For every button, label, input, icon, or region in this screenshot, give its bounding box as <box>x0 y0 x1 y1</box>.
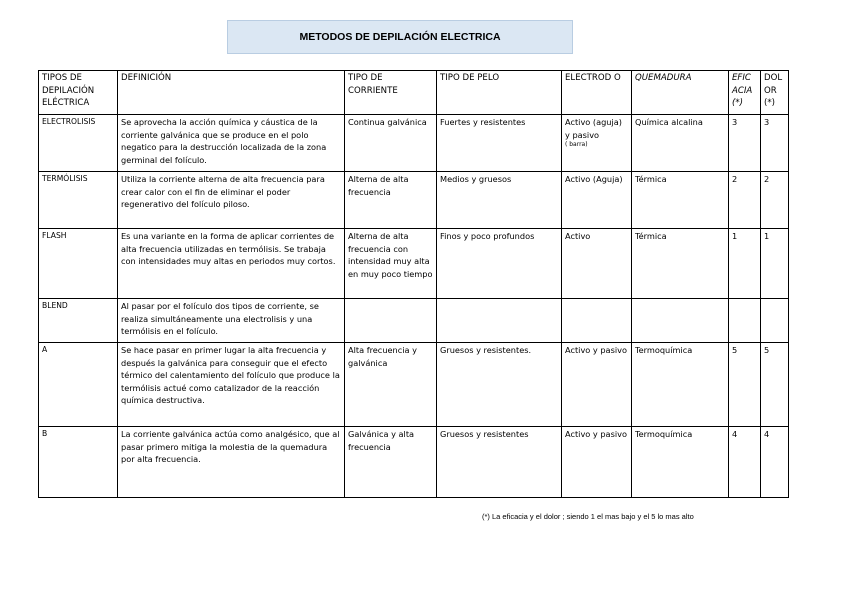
cell-dolor: 5 <box>761 343 789 427</box>
cell-quemadura: Termoquímica <box>632 427 729 498</box>
cell-eficacia: 3 <box>729 115 761 172</box>
cell-electrodo: Activo (Aguja) <box>562 172 632 229</box>
cell-electrodo <box>562 115 632 172</box>
cell-dolor: 3 <box>761 115 789 172</box>
cell-definicion: Utiliza la corriente alterna de alta frecuencia para crear calor con el fin de eliminar el poder regenerativo del folículo piloso. <box>118 172 345 229</box>
cell-quemadura: Química alcalina <box>632 115 729 172</box>
cell-dolor <box>761 299 789 343</box>
electrodo-note: ( barra) <box>565 141 588 149</box>
cell-pelo: Gruesos y resistentes. <box>437 343 562 427</box>
cell-definicion: La corriente galvánica actúa como analgésico, que al pasar primero mitiga la molestia de la quemadura por alta frecuencia. <box>118 427 345 498</box>
cell-tipo: ELECTROLISIS <box>39 115 118 172</box>
header-corriente: TIPO DE CORRIENTE <box>345 71 437 115</box>
depilation-methods-table <box>38 70 789 498</box>
cell-dolor: 2 <box>761 172 789 229</box>
header-electrodo: ELECTROD O <box>562 71 632 115</box>
header-definicion: DEFINICIÓN <box>118 71 345 115</box>
cell-pelo: Finos y poco profundos <box>437 229 562 299</box>
header-eficacia: EFIC ACIA (*) <box>729 71 761 115</box>
cell-pelo: Fuertes y resistentes <box>437 115 562 172</box>
cell-dolor: 1 <box>761 229 789 299</box>
header-pelo: TIPO DE PELO <box>437 71 562 115</box>
table-row <box>39 115 789 172</box>
cell-electrodo: Activo <box>562 229 632 299</box>
cell-corriente: Alterna de alta frecuencia <box>345 172 437 229</box>
document-title <box>227 20 573 54</box>
cell-eficacia: 4 <box>729 427 761 498</box>
header-tipos: TIPOS DE DEPILACIÓN ELÉCTRICA <box>39 71 118 115</box>
header-quemadura: QUEMADURA <box>632 71 729 115</box>
cell-corriente <box>345 299 437 343</box>
footnote: (*) La eficacia y el dolor ; siendo 1 el mas bajo y el 5 lo mas alto <box>482 512 694 521</box>
table-row <box>39 299 789 343</box>
cell-corriente: Alta frecuencia y galvánica <box>345 343 437 427</box>
cell-definicion: Al pasar por el folículo dos tipos de corriente, se realiza simultáneamente una electrolisis y una termólisis en el folículo. <box>118 299 345 343</box>
cell-tipo: TERMÓLISIS <box>39 172 118 229</box>
cell-pelo <box>437 299 562 343</box>
cell-tipo: A <box>39 343 118 427</box>
table-row <box>39 172 789 229</box>
cell-corriente: Alterna de alta frecuencia con intensidad muy alta en muy poco tiempo <box>345 229 437 299</box>
document-title-text: METODOS DE DEPILACIÓN ELECTRICA <box>299 31 501 43</box>
table-row <box>39 229 789 299</box>
header-dolor: DOL OR (*) <box>761 71 789 115</box>
table-row <box>39 343 789 427</box>
cell-eficacia: 1 <box>729 229 761 299</box>
cell-definicion: Se hace pasar en primer lugar la alta frecuencia y después la galvánica para conseguir que el efecto térmico del calentamiento del folículo que produce la termólisis actué como catalizador de la reacción química destructiva. <box>118 343 345 427</box>
cell-tipo: FLASH <box>39 229 118 299</box>
cell-electrodo: Activo y pasivo <box>562 343 632 427</box>
cell-corriente: Galvánica y alta frecuencia <box>345 427 437 498</box>
cell-definicion: Se aprovecha la acción química y cáustica de la corriente galvánica que se produce en el polo negatico para la destrucción localizada de la zona germinal del folículo. <box>118 115 345 172</box>
cell-tipo: B <box>39 427 118 498</box>
table-row <box>39 427 789 498</box>
cell-quemadura: Térmica <box>632 172 729 229</box>
cell-pelo: Medios y gruesos <box>437 172 562 229</box>
cell-dolor: 4 <box>761 427 789 498</box>
cell-quemadura: Termoquímica <box>632 343 729 427</box>
cell-eficacia <box>729 299 761 343</box>
cell-electrodo: Activo y pasivo <box>562 427 632 498</box>
electrodo-text: Activo (aguja) y pasivo <box>565 117 622 140</box>
cell-quemadura: Térmica <box>632 229 729 299</box>
cell-quemadura <box>632 299 729 343</box>
table-header-row <box>39 71 789 115</box>
cell-definicion: Es una variante en la forma de aplicar corrientes de alta frecuencia utilizadas en termólisis. Se trabaja con intensidades muy altas en periodos muy cortos. <box>118 229 345 299</box>
cell-electrodo <box>562 299 632 343</box>
cell-corriente: Continua galvánica <box>345 115 437 172</box>
cell-tipo: BLEND <box>39 299 118 343</box>
cell-pelo: Gruesos y resistentes <box>437 427 562 498</box>
cell-eficacia: 2 <box>729 172 761 229</box>
cell-eficacia: 5 <box>729 343 761 427</box>
